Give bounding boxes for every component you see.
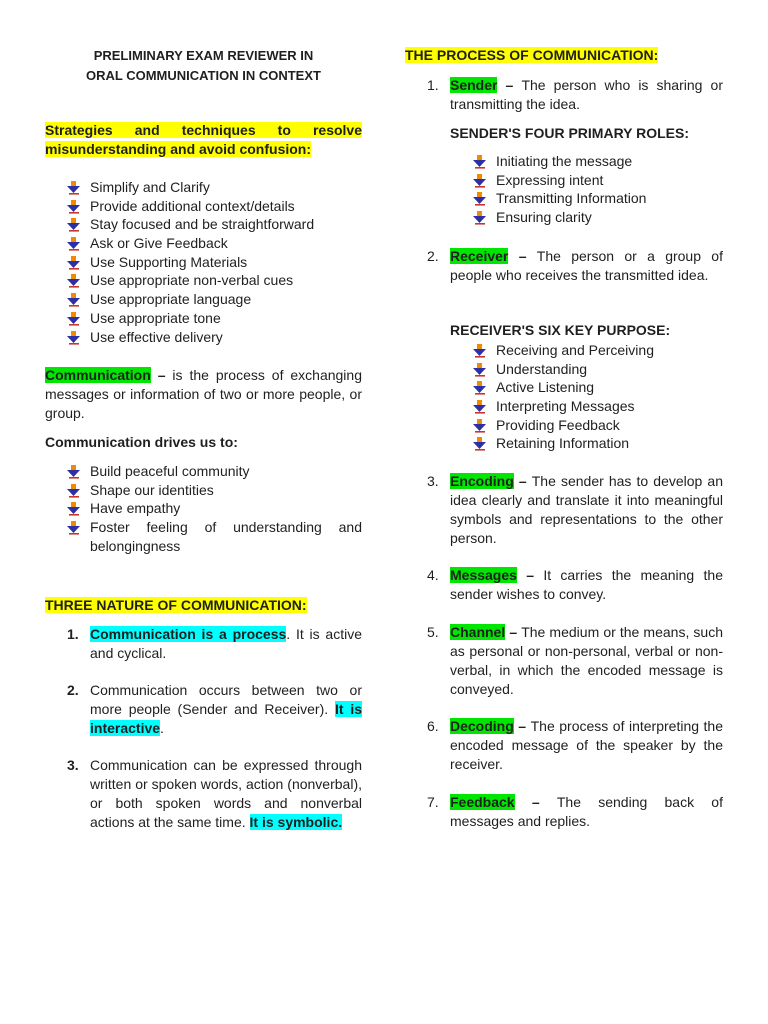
down-arrow-bullet-icon [67,312,81,326]
list-item: 7. Feedback – The sending back of messages and replies. [427,794,723,829]
down-arrow-bullet-icon [67,274,81,288]
list-item: 1. Sender – The person who is sharing or transmitting the idea. [427,77,723,112]
list-item: 1. Communication is a process. It is active and cyclical. [67,626,362,661]
down-arrow-bullet-icon [67,502,81,516]
list-item: Use appropriate non-verbal cues [45,271,362,290]
list-item: Expressing intent [451,171,723,190]
list-item: 5. Channel – The medium or the means, such as personal or non-personal, verbal or non-verbal, in which the encoded message is conveyed. [427,624,723,697]
list-item: Shape our identities [45,481,362,500]
down-arrow-bullet-icon [67,181,81,195]
list-item: Provide additional context/details [45,197,362,216]
list-item: 3. Communication can be expressed through written or spoken words, action (nonverbal), or both spoken words and nonverbal actions at the same time. It is symbolic. [67,757,362,830]
list-item: Have empathy [45,499,362,518]
drives-list [45,462,362,555]
down-arrow-bullet-icon [473,363,487,377]
list-item: Initiating the message [451,152,723,171]
sender-roles-heading: SENDER'S FOUR PRIMARY ROLES: [450,125,690,141]
list-item: Receiving and Perceiving [451,341,723,360]
down-arrow-bullet-icon [473,437,487,451]
list-item: Understanding [451,360,723,379]
down-arrow-bullet-icon [67,293,81,307]
list-item: 6. Decoding – The process of interpreting the encoded message of the speaker by the receiver. [427,718,723,772]
list-item: Build peaceful community [45,462,362,481]
list-item: Interpreting Messages [451,397,723,416]
list-item: Ensuring clarity [451,208,723,227]
list-item: 3. Encoding – The sender has to develop an idea clearly and translate it into meaningful symbols and representations to the other person. [427,473,723,546]
down-arrow-bullet-icon [67,465,81,479]
down-arrow-bullet-icon [473,344,487,358]
list-item: Simplify and Clarify [45,178,362,197]
down-arrow-bullet-icon [67,331,81,345]
list-item: Ask or Give Feedback [45,234,362,253]
down-arrow-bullet-icon [473,192,487,206]
down-arrow-bullet-icon [67,200,81,214]
list-item: Use effective delivery [45,328,362,347]
page-title-line2: ORAL COMMUNICATION IN CONTEXT [86,68,321,83]
drives-heading: Communication drives us to: [45,434,238,450]
list-item: Foster feeling of understanding and belongingness [45,518,362,555]
list-item: Use appropriate language [45,290,362,309]
sender-roles-list [451,152,723,227]
list-item: Retaining Information [451,434,723,453]
receiver-purpose-list [451,341,723,453]
down-arrow-bullet-icon [473,211,487,225]
strategies-list [45,178,362,346]
down-arrow-bullet-icon [473,155,487,169]
down-arrow-bullet-icon [473,400,487,414]
list-item: 4. Messages – It carries the meaning the sender wishes to convey. [427,567,723,602]
list-item: Use appropriate tone [45,309,362,328]
strategies-heading: Strategies and techniques to resolve misunderstanding and avoid confusion: [45,122,362,157]
list-item: Stay focused and be straightforward [45,215,362,234]
down-arrow-bullet-icon [473,174,487,188]
process-heading: THE PROCESS OF COMMUNICATION: [405,47,659,63]
list-item: Use Supporting Materials [45,253,362,272]
list-item: Transmitting Information [451,189,723,208]
down-arrow-bullet-icon [67,256,81,270]
list-item: Active Listening [451,378,723,397]
list-item: 2. Receiver – The person or a group of people who receives the transmitted idea. [427,248,723,283]
communication-definition: Communication – is the process of exchanging messages or information of two or more people, or group. [45,367,362,421]
list-item: 2. Communication occurs between two or more people (Sender and Receiver). It is interactive. [67,682,362,736]
down-arrow-bullet-icon [67,237,81,251]
down-arrow-bullet-icon [67,218,81,232]
down-arrow-bullet-icon [473,381,487,395]
down-arrow-bullet-icon [67,521,81,535]
nature-heading: THREE NATURE OF COMMUNICATION: [45,597,307,613]
page-title-line1: PRELIMINARY EXAM REVIEWER IN [93,48,314,63]
receiver-purpose-heading: RECEIVER'S SIX KEY PURPOSE: [450,322,671,338]
down-arrow-bullet-icon [67,484,81,498]
list-item: Providing Feedback [451,416,723,435]
down-arrow-bullet-icon [473,419,487,433]
